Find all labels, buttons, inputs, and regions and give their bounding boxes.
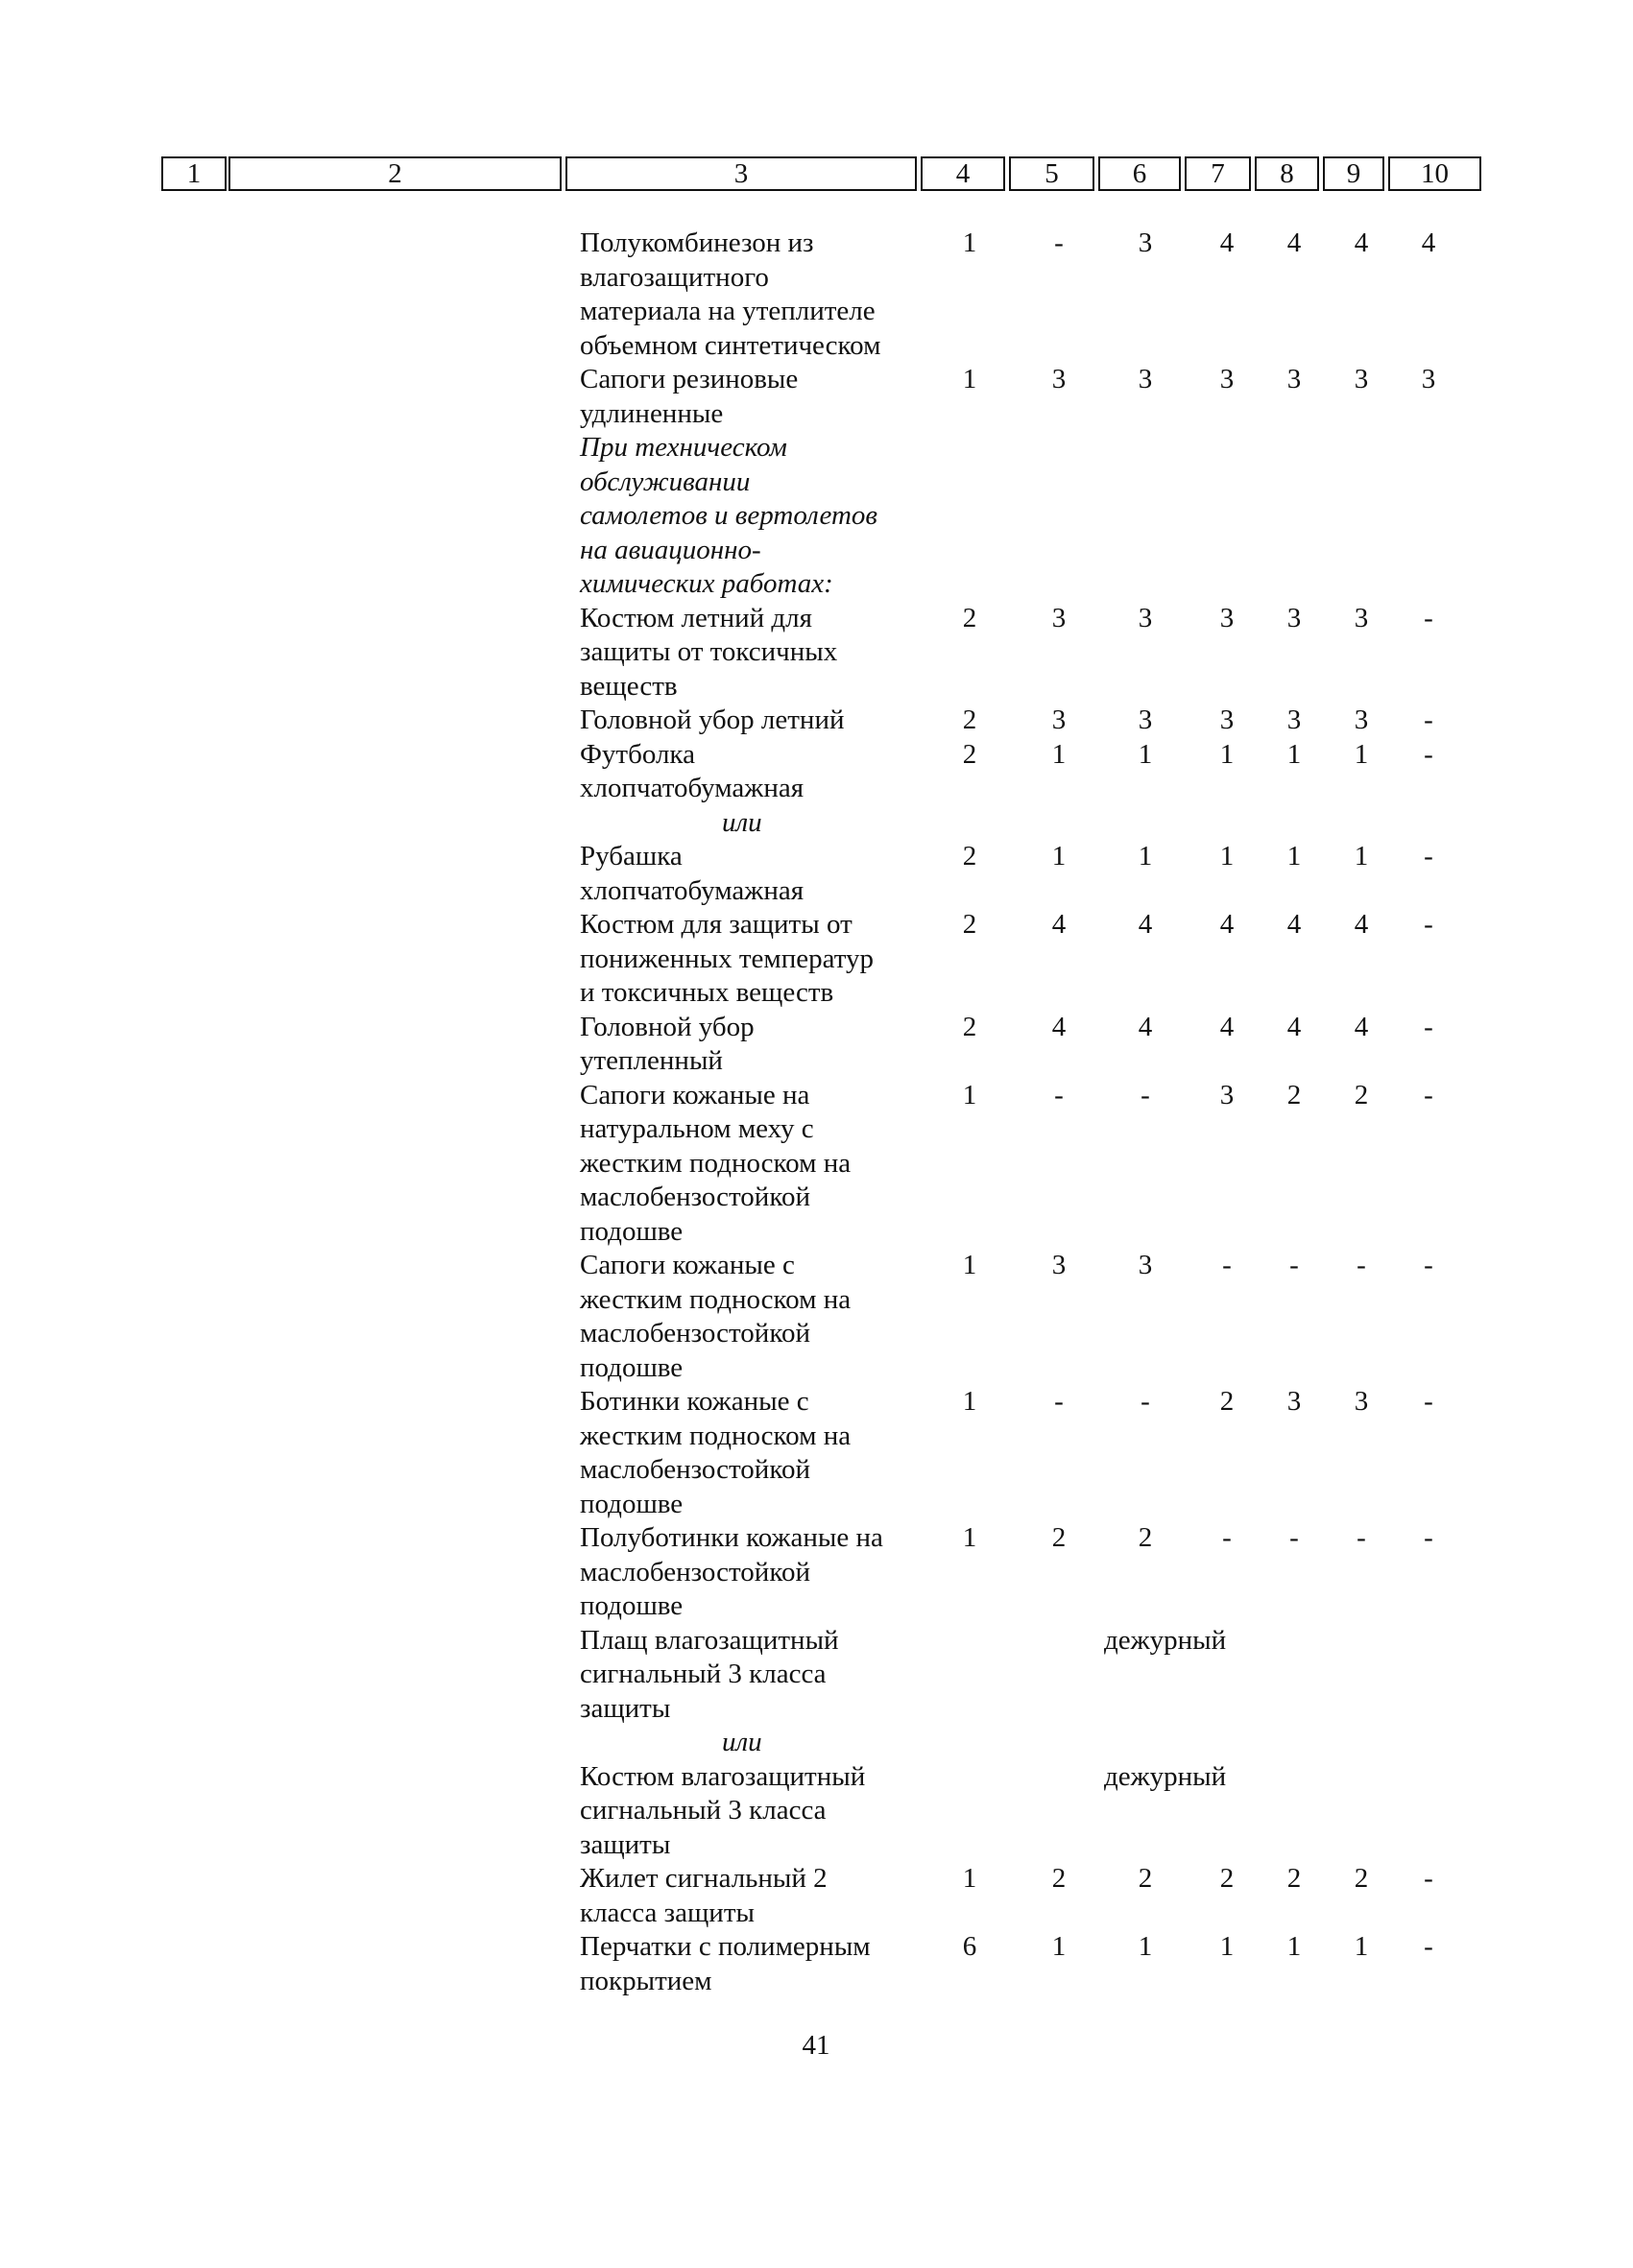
value-cell: 2 bbox=[1219, 1386, 1235, 1417]
value-cell: 2 bbox=[962, 738, 977, 770]
value-cell: 2 bbox=[962, 1011, 977, 1042]
value-cell: 2 bbox=[1138, 1522, 1153, 1553]
value-cell: 3 bbox=[1286, 704, 1302, 735]
value-cell: - bbox=[1141, 1386, 1150, 1417]
value-cell: 6 bbox=[962, 1931, 977, 1962]
value-cell: - bbox=[1424, 909, 1433, 940]
value-cell: - bbox=[1424, 1931, 1433, 1962]
duty-note: дежурный bbox=[1104, 1760, 1227, 1792]
value-cell: 1 bbox=[1219, 1931, 1235, 1962]
value-cell: - bbox=[1424, 1386, 1433, 1417]
value-cell: - bbox=[1357, 1522, 1366, 1553]
value-cell: 4 bbox=[1219, 227, 1235, 258]
value-cell: 4 bbox=[1286, 909, 1302, 940]
value-cell: 1 bbox=[1286, 1931, 1302, 1962]
value-cell: 3 bbox=[1286, 364, 1302, 394]
value-cell: - bbox=[1424, 1250, 1433, 1280]
value-cell: 3 bbox=[1138, 364, 1153, 394]
alternative-connector: или bbox=[722, 806, 762, 838]
value-cell: 1 bbox=[1219, 841, 1235, 871]
value-cell: 1 bbox=[962, 1386, 977, 1417]
item-name: Рубашка хлопчатобумажная bbox=[580, 841, 804, 906]
value-cell: 1 bbox=[1286, 738, 1302, 770]
value-cell: 3 bbox=[1354, 1386, 1369, 1417]
value-cell: 1 bbox=[962, 1863, 977, 1894]
value-cell: 1 bbox=[1138, 738, 1153, 770]
value-cell: 2 bbox=[1051, 1522, 1067, 1553]
value-cell: 2 bbox=[1354, 1863, 1369, 1894]
value-cell: 1 bbox=[1354, 738, 1369, 770]
value-cell: 1 bbox=[1286, 841, 1302, 871]
value-cell: 4 bbox=[1138, 1011, 1153, 1042]
item-name: Полукомбинезон из влагозащитного материала на утеплителе объемном синтетическом bbox=[580, 227, 881, 361]
value-cell: 4 bbox=[1051, 1011, 1067, 1042]
value-cell: - bbox=[1424, 1079, 1433, 1110]
value-cell: 1 bbox=[962, 1522, 977, 1553]
value-cell: 3 bbox=[1138, 227, 1153, 258]
value-cell: 4 bbox=[1219, 1011, 1235, 1042]
item-name: Сапоги кожаные с жестким подноском на маслобензостойкой подошве bbox=[580, 1250, 852, 1383]
page-number: 41 bbox=[802, 2030, 830, 2061]
value-cell: 3 bbox=[1138, 602, 1153, 633]
header-cell-6: 6 bbox=[1098, 156, 1181, 191]
value-cell: 3 bbox=[1354, 704, 1369, 735]
value-cell: 3 bbox=[1354, 602, 1369, 633]
header-cell-4: 4 bbox=[921, 156, 1005, 191]
item-name: Сапоги кожаные на натуральном меху с жестким подноском на маслобензостойкой подошве bbox=[580, 1079, 852, 1247]
header-cell-3: 3 bbox=[565, 156, 917, 191]
value-cell: 3 bbox=[1051, 1250, 1067, 1280]
value-cell: - bbox=[1289, 1522, 1299, 1553]
value-cell: 3 bbox=[1219, 364, 1235, 394]
value-cell: 4 bbox=[1354, 909, 1369, 940]
value-cell: 4 bbox=[1286, 227, 1302, 258]
item-name: Ботинки кожаные с жестким подноском на маслобензостойкой подошве bbox=[580, 1386, 852, 1519]
value-cell: - bbox=[1424, 738, 1433, 770]
item-name: Перчатки с полимерным покрытием bbox=[580, 1931, 871, 1996]
value-cell: - bbox=[1222, 1250, 1232, 1280]
value-cell: 4 bbox=[1051, 909, 1067, 940]
header-cell-2: 2 bbox=[228, 156, 562, 191]
value-cell: 1 bbox=[962, 1250, 977, 1280]
value-cell: 2 bbox=[1286, 1863, 1302, 1894]
value-cell: 2 bbox=[962, 704, 977, 735]
item-name: Сапоги резиновые удлиненные bbox=[580, 364, 799, 429]
value-cell: 3 bbox=[1219, 1079, 1235, 1110]
value-cell: 1 bbox=[1354, 841, 1369, 871]
item-name: Головной убор летний bbox=[580, 704, 845, 735]
value-cell: 2 bbox=[962, 841, 977, 871]
value-cell: 4 bbox=[1354, 227, 1369, 258]
value-cell: - bbox=[1054, 1386, 1064, 1417]
value-cell: - bbox=[1054, 227, 1064, 258]
value-cell: - bbox=[1357, 1250, 1366, 1280]
value-cell: 3 bbox=[1421, 364, 1436, 394]
value-cell: 3 bbox=[1138, 1250, 1153, 1280]
item-name: Плащ влагозащитный сигнальный 3 класса защиты bbox=[580, 1624, 839, 1724]
value-cell: 1 bbox=[1138, 841, 1153, 871]
value-cell: - bbox=[1424, 1522, 1433, 1553]
value-cell: - bbox=[1424, 841, 1433, 871]
value-cell: 1 bbox=[1219, 738, 1235, 770]
value-cell: 3 bbox=[1286, 602, 1302, 633]
value-cell: 1 bbox=[1138, 1931, 1153, 1962]
item-name: Костюм летний для защиты от токсичных веществ bbox=[580, 602, 838, 702]
value-cell: 3 bbox=[1219, 704, 1235, 735]
value-cell: 1 bbox=[1354, 1931, 1369, 1962]
alternative-connector: или bbox=[722, 1727, 762, 1757]
value-cell: 1 bbox=[1051, 841, 1067, 871]
value-cell: 2 bbox=[1051, 1863, 1067, 1894]
value-cell: - bbox=[1054, 1079, 1064, 1110]
value-cell: - bbox=[1424, 1011, 1433, 1042]
value-cell: 4 bbox=[1219, 909, 1235, 940]
value-cell: 1 bbox=[962, 1079, 977, 1110]
value-cell: 3 bbox=[1051, 364, 1067, 394]
header-cell-10: 10 bbox=[1388, 156, 1481, 191]
value-cell: 4 bbox=[1354, 1011, 1369, 1042]
item-name: Головной убор утепленный bbox=[580, 1011, 755, 1076]
value-cell: - bbox=[1424, 1863, 1433, 1894]
item-name: Костюм влагозащитный сигнальный 3 класса защиты bbox=[580, 1760, 866, 1860]
value-cell: 2 bbox=[1286, 1079, 1302, 1110]
value-cell: 2 bbox=[1138, 1863, 1153, 1894]
header-cell-9: 9 bbox=[1323, 156, 1384, 191]
value-cell: - bbox=[1424, 704, 1433, 735]
value-cell: 4 bbox=[1421, 227, 1436, 258]
value-cell: 1 bbox=[1051, 1931, 1067, 1962]
value-cell: 3 bbox=[1219, 602, 1235, 633]
header-cell-1: 1 bbox=[161, 156, 227, 191]
value-cell: 3 bbox=[1286, 1386, 1302, 1417]
item-name: Полуботинки кожаные на маслобензостойкой подошве bbox=[580, 1522, 883, 1621]
header-cell-5: 5 bbox=[1009, 156, 1094, 191]
value-cell: 2 bbox=[1354, 1079, 1369, 1110]
section-heading: При техническом обслуживании самолетов и вертолетов на авиационно- химических работах: bbox=[580, 432, 877, 599]
header-cell-7: 7 bbox=[1185, 156, 1251, 191]
value-cell: - bbox=[1424, 602, 1433, 633]
value-cell: 3 bbox=[1354, 364, 1369, 394]
duty-note: дежурный bbox=[1104, 1624, 1227, 1656]
value-cell: 4 bbox=[1138, 909, 1153, 940]
item-name: Костюм для защиты от пониженных температур и токсичных веществ bbox=[580, 909, 875, 1008]
value-cell: 2 bbox=[962, 602, 977, 633]
value-cell: 1 bbox=[962, 364, 977, 394]
value-cell: - bbox=[1222, 1522, 1232, 1553]
value-cell: 2 bbox=[962, 909, 977, 940]
value-cell: 3 bbox=[1138, 704, 1153, 735]
value-cell: - bbox=[1289, 1250, 1299, 1280]
item-name: Футболка хлопчатобумажная bbox=[580, 738, 804, 803]
value-cell: 2 bbox=[1219, 1863, 1235, 1894]
value-cell: - bbox=[1141, 1079, 1150, 1110]
value-cell: 3 bbox=[1051, 704, 1067, 735]
item-name: Жилет сигнальный 2 класса защиты bbox=[580, 1863, 828, 1928]
value-cell: 1 bbox=[962, 227, 977, 258]
value-cell: 3 bbox=[1051, 602, 1067, 633]
value-cell: 4 bbox=[1286, 1011, 1302, 1042]
header-cell-8: 8 bbox=[1255, 156, 1319, 191]
value-cell: 1 bbox=[1051, 738, 1067, 770]
